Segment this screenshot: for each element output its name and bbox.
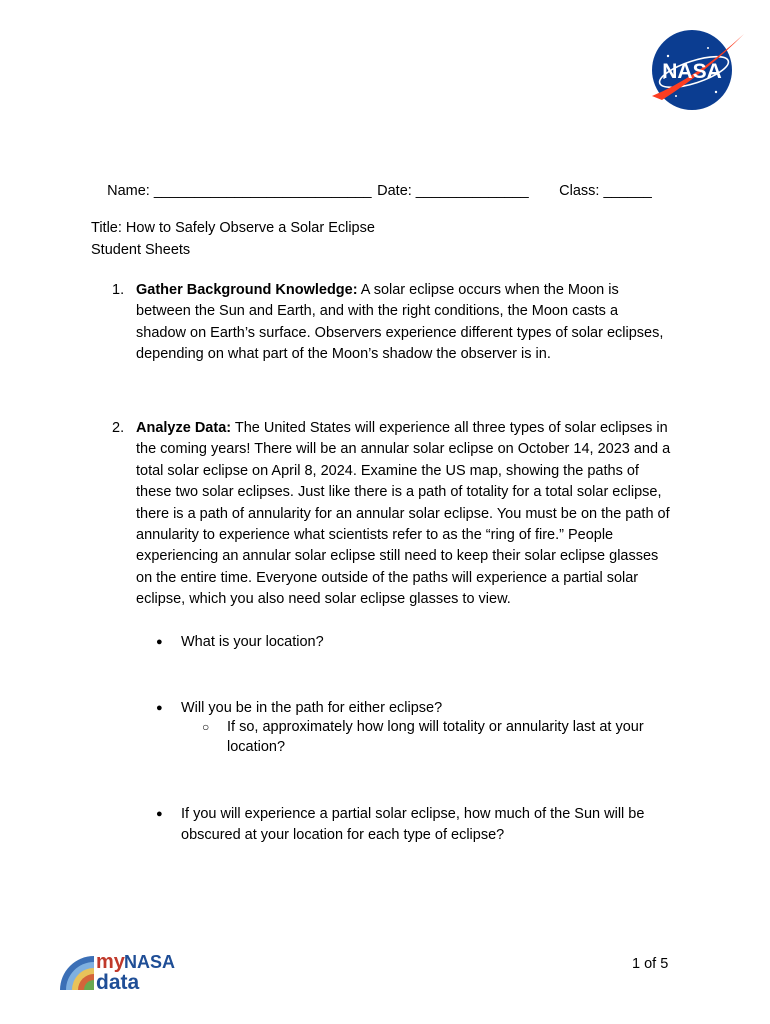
section-body <box>136 418 672 611</box>
mynasadata-nasa-text: NASA <box>124 952 176 972</box>
title-block <box>91 217 375 261</box>
worksheet-title: Title: How to Safely Observe a Solar Eclipse <box>91 220 375 236</box>
section-text: The United States will experience all three types of solar eclipses in the coming years! There will be an annular solar eclipse on October 14, 2023 and a total solar eclipse on April 8, 2024. Examine the US map, showing the paths of these two solar eclipses. Just like there is a path of totality for a total solar eclipse, there is a path of annularity for an annular solar eclipse. You must be on the path of annularity to experience what scientists refer to as the “ring of fire.” People experiencing an annular solar eclipse still need to keep their solar eclipse glasses on the entire time. Everyone outside of the paths will experience a partial solar eclipse, which you also need solar eclipse glasses to view. <box>136 420 671 608</box>
question-text: If so, approximately how long will totality or annularity last at your location? <box>227 719 644 755</box>
worksheet-subtitle: Student Sheets <box>91 242 191 258</box>
class-field[interactable]: Class: ______ <box>559 183 652 199</box>
bullet-icon: ● <box>156 636 163 648</box>
bullet-icon: ● <box>156 808 163 820</box>
date-field[interactable]: Date: ______________ <box>377 183 529 199</box>
hollow-bullet-icon: ○ <box>202 720 210 734</box>
name-field[interactable]: Name: ___________________________ <box>107 183 372 199</box>
nasa-logo <box>646 26 750 112</box>
header-fields <box>91 161 652 221</box>
section-body <box>136 280 672 366</box>
question-text: What is your location? <box>181 634 324 650</box>
nasa-logo-text: NASA <box>662 60 722 83</box>
section-number: 2. <box>112 420 125 436</box>
page-number: 1 of 5 <box>632 956 669 972</box>
section-lead: Analyze Data: <box>136 420 232 436</box>
question-text: Will you be in the path for either eclipse? <box>181 700 443 716</box>
mynasadata-data-text: data <box>96 971 140 992</box>
question-text: If you will experience a partial solar eclipse, how much of the Sun will be obscured at your location for each type of eclipse? <box>181 806 645 843</box>
section-lead: Gather Background Knowledge: <box>136 282 358 298</box>
section-text: A solar eclipse occurs when the Moon is between the Sun and Earth, and with the right conditions, the Moon casts a shadow on Earth’s surface. Observers experience different types of solar eclipses, depending on what part of the Moon’s shadow the observer is in. <box>136 282 664 363</box>
bullet-icon: ● <box>156 702 163 714</box>
mynasadata-logo <box>58 946 198 992</box>
mynasadata-my-text: my <box>96 951 125 973</box>
section-number: 1. <box>112 282 125 298</box>
